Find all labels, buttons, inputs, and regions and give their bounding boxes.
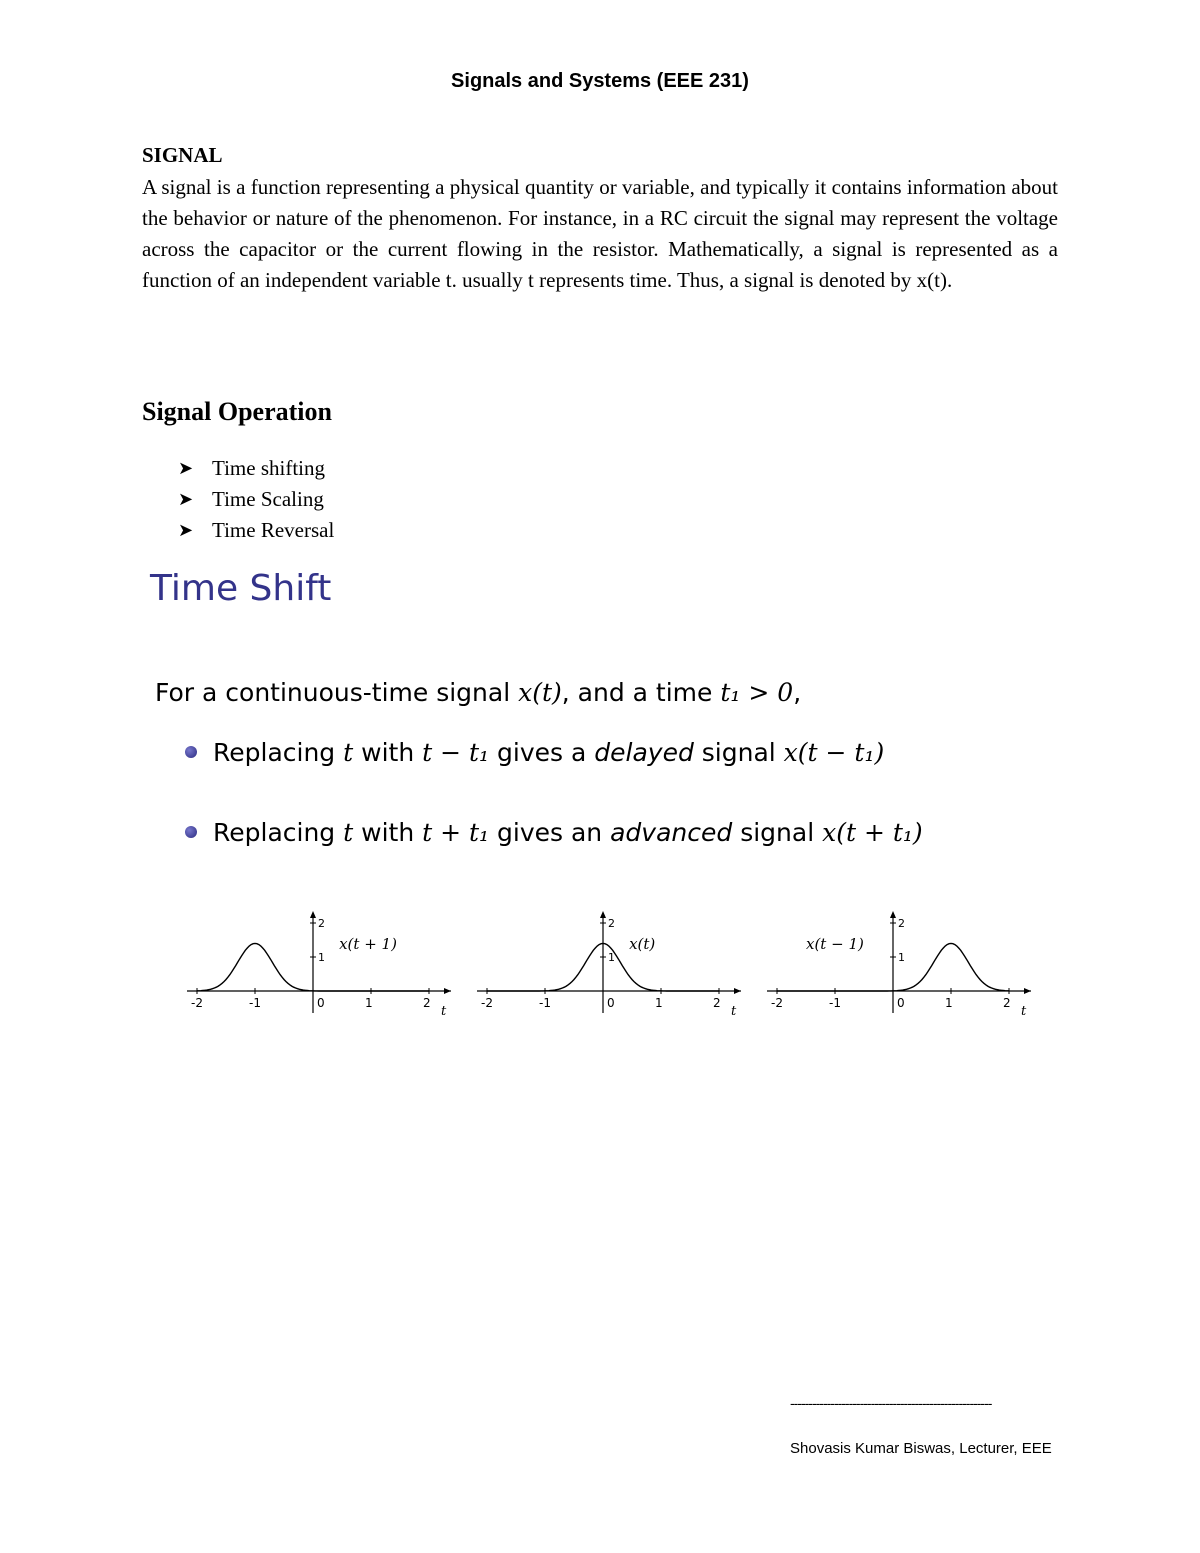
math-t-plus-t1: t + t₁ — [422, 818, 490, 847]
y-tick-label: 1 — [318, 951, 325, 964]
x-tick-label: 1 — [655, 996, 663, 1010]
math-x-delayed: x(t − t₁) — [783, 738, 885, 767]
math-t: t — [343, 738, 354, 767]
x-tick-label: 0 — [317, 996, 325, 1010]
bullet-text: gives an — [489, 818, 611, 847]
bullet-text: signal — [693, 738, 784, 767]
y-axis-arrow-icon — [310, 911, 316, 918]
bullet-text: gives a — [489, 738, 595, 767]
x-tick-label: 2 — [423, 996, 431, 1010]
x-axis-arrow-icon — [1024, 988, 1031, 994]
intro-text: , and a time — [561, 678, 721, 707]
plot-panel — [477, 911, 741, 1019]
list-item-label: Time Scaling — [212, 487, 324, 511]
y-tick-label: 2 — [318, 917, 325, 930]
x-axis-label: t — [441, 1004, 447, 1019]
bullet-text: with — [353, 738, 423, 767]
delayed-signal-bullet — [185, 738, 884, 767]
x-tick-label: -2 — [191, 996, 203, 1010]
list-item — [178, 484, 334, 515]
list-item — [178, 515, 334, 546]
x-tick-label: 0 — [607, 996, 615, 1010]
signal-operation-list — [178, 453, 334, 546]
arrow-bullet-icon: ➤ — [178, 520, 194, 540]
bullet-dot-icon — [185, 746, 197, 758]
arrow-bullet-icon: ➤ — [178, 489, 194, 509]
y-tick-label: 1 — [898, 951, 905, 964]
x-axis-arrow-icon — [734, 988, 741, 994]
signal-heading: SIGNAL — [142, 143, 223, 167]
x-tick-label: -2 — [481, 996, 493, 1010]
bullet-text: Replacing — [213, 738, 344, 767]
x-tick-label: 2 — [713, 996, 721, 1010]
y-axis-arrow-icon — [600, 911, 606, 918]
x-axis-label: t — [731, 1004, 737, 1019]
math-x-of-t: x(t) — [518, 678, 562, 707]
x-axis-arrow-icon — [444, 988, 451, 994]
y-tick-label: 1 — [608, 951, 615, 964]
time-shift-plots — [175, 905, 1045, 1025]
bullet-text: signal — [732, 818, 823, 847]
list-item — [178, 453, 334, 484]
bullet-text: with — [353, 818, 423, 847]
y-axis-arrow-icon — [890, 911, 896, 918]
series-label: x(t) — [629, 935, 656, 953]
x-axis-label: t — [1021, 1004, 1027, 1019]
bullet-text: Replacing — [213, 818, 344, 847]
series-label: x(t − 1) — [806, 935, 864, 953]
x-tick-label: 1 — [365, 996, 373, 1010]
signal-definition-paragraph: A signal is a function representing a physical quantity or variable, and typically it contains information about the behavior or nature of the phenomenon. For instance, in a RC circuit the signal may represent the voltage across the capacitor or the current flowing in the resistor. Mathematically, a signal is represented as a function of an independent variable t. usually t represents time. Thus, a signal is denoted by x(t). — [142, 175, 1058, 292]
intro-text: , — [793, 678, 802, 707]
math-t-minus-t1: t − t₁ — [422, 738, 490, 767]
x-tick-label: -2 — [771, 996, 783, 1010]
math-x-advanced: x(t + t₁) — [822, 818, 923, 847]
math-t: t — [343, 818, 354, 847]
plot-panel — [187, 911, 451, 1019]
list-item-label: Time shifting — [212, 456, 325, 480]
x-tick-label: 1 — [945, 996, 953, 1010]
signal-operation-heading: Signal Operation — [142, 397, 332, 426]
x-tick-label: 0 — [897, 996, 905, 1010]
footer-rule: ------------------------------------------------------- — [790, 1395, 992, 1411]
time-shift-intro — [155, 678, 801, 707]
emphasis-delayed: delayed — [594, 738, 694, 767]
arrow-bullet-icon: ➤ — [178, 458, 194, 478]
emphasis-advanced: advanced — [610, 818, 733, 847]
y-tick-label: 2 — [898, 917, 905, 930]
x-tick-label: 2 — [1003, 996, 1011, 1010]
advanced-signal-bullet — [185, 818, 923, 847]
list-item-label: Time Reversal — [212, 518, 335, 542]
plot-panel — [767, 911, 1031, 1019]
x-tick-label: -1 — [829, 996, 841, 1010]
footer-author: Shovasis Kumar Biswas, Lecturer, EEE — [790, 1440, 1052, 1457]
x-tick-label: -1 — [539, 996, 551, 1010]
intro-text: For a continuous-time signal — [155, 678, 519, 707]
series-label: x(t + 1) — [339, 935, 397, 953]
math-t1-positive: t₁ > 0 — [720, 678, 794, 707]
page-header-title: Signals and Systems (EEE 231) — [451, 70, 749, 92]
time-shift-title: Time Shift — [150, 568, 332, 609]
x-tick-label: -1 — [249, 996, 261, 1010]
bullet-dot-icon — [185, 826, 197, 838]
y-tick-label: 2 — [608, 917, 615, 930]
